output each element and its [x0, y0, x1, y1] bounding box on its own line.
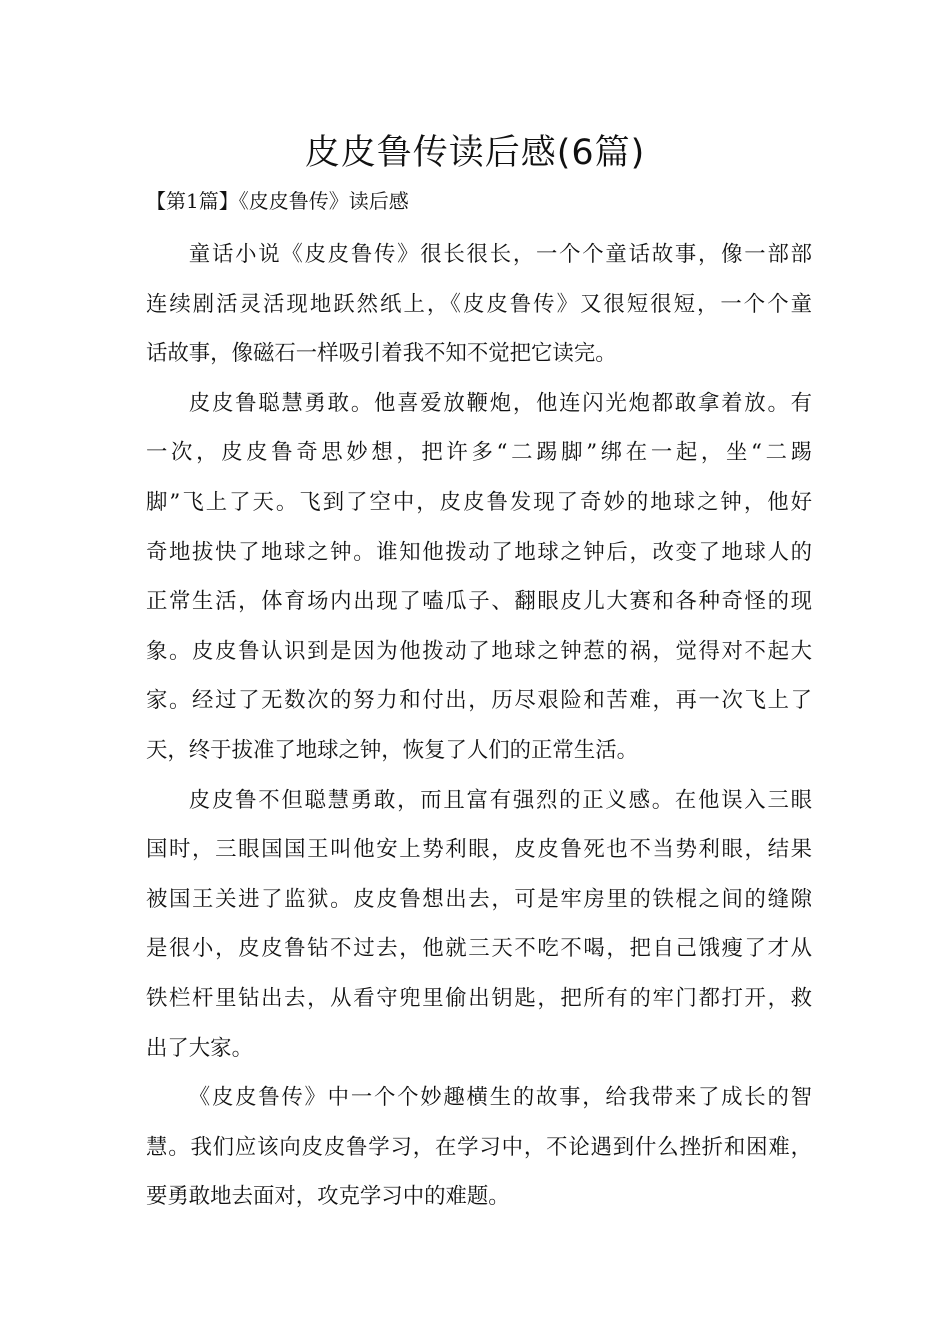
paragraph-line: 国时，三眼国国王叫他安上势利眼，皮皮鲁死也不当势利眼，结果 — [146, 837, 812, 863]
paragraph-line: 话故事，像磁石一样吸引着我不知不觉把它读完。 — [146, 341, 617, 367]
paragraph-line: 出了大家。 — [146, 1035, 253, 1061]
paragraph-line: 铁栏杆里钻出去，从看守兜里偷出钥匙，把所有的牢门都打开，救 — [146, 985, 812, 1011]
paragraph-line: 被国王关进了监狱。皮皮鲁想出去，可是牢房里的铁棍之间的缝隙 — [146, 886, 812, 912]
paragraph-line: 童话小说《皮皮鲁传》很长很长，一个个童话故事，像一部部 — [188, 242, 812, 267]
document-body — [146, 230, 812, 1222]
paragraph-line: 连续剧活灵活现地跃然纸上，《皮皮鲁传》又很短很短，一个个童 — [146, 291, 812, 317]
paragraph-line: 要勇敢地去面对，攻克学习中的难题。 — [146, 1184, 510, 1210]
document-title: 皮皮鲁传读后感(6篇) — [304, 133, 646, 173]
paragraph-line: 是很小，皮皮鲁钻不过去，他就三天不吃不喝，把自己饿瘦了才从 — [146, 936, 812, 962]
paragraph-4 — [146, 1073, 812, 1222]
paragraph-line: 天，终于拔准了地球之钟，恢复了人们的正常生活。 — [146, 737, 638, 763]
paragraph-line: 象。皮皮鲁认识到是因为他拨动了地球之钟惹的祸，觉得对不起大 — [146, 638, 812, 664]
paragraph-line: 正常生活，体育场内出现了嗑瓜子、翻眼皮儿大赛和各种奇怪的现 — [146, 589, 812, 615]
paragraph-2 — [146, 379, 812, 776]
paragraph-3 — [146, 776, 812, 1074]
paragraph-line: 慧。我们应该向皮皮鲁学习，在学习中，不论遇到什么挫折和困难， — [146, 1134, 812, 1160]
paragraph-line: 家。经过了无数次的努力和付出，历尽艰险和苦难，再一次飞上了 — [146, 688, 812, 714]
paragraph-line: 奇地拔快了地球之钟。谁知他拨动了地球之钟后，改变了地球人的 — [146, 539, 812, 565]
paragraph-line: 《皮皮鲁传》中一个个妙趣横生的故事，给我带来了成长的智 — [188, 1085, 812, 1111]
paragraph-line: 一次，皮皮鲁奇思妙想，把许多“二踢脚”绑在一起，坐“二踢 — [146, 440, 812, 466]
paragraph-line: 皮皮鲁不但聪慧勇敢，而且富有强烈的正义感。在他误入三眼 — [188, 787, 812, 813]
paragraph-line: 皮皮鲁聪慧勇敢。他喜爱放鞭炮，他连闪光炮都敢拿着放。有 — [188, 390, 812, 416]
paragraph-line: 脚”飞上了天。飞到了空中，皮皮鲁发现了奇妙的地球之钟，他好 — [146, 489, 812, 515]
paragraph-1 — [146, 230, 812, 379]
section-heading: 【第1篇】《皮皮鲁传》读后感 — [146, 189, 409, 213]
